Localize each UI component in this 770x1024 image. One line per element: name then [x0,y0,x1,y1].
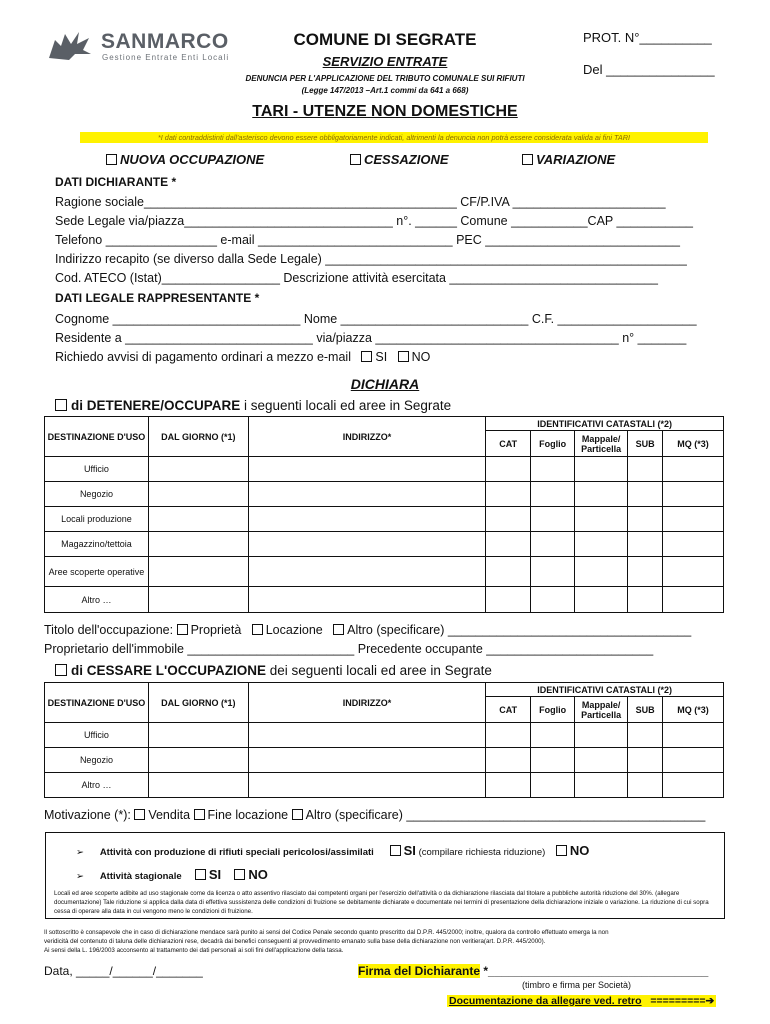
checkbox-detenere[interactable] [55,399,67,411]
motivazione-line: Motivazione (*): Vendita Fine locazione Altro (specificare) ___________________________________________ [44,808,706,822]
logo-name: SANMARCO [101,30,229,53]
option-cessazione[interactable]: CESSAZIONE [350,152,449,167]
col-mq: MQ (*3) [663,697,724,723]
checkbox-pericolosi-no[interactable] [556,845,567,856]
proprietario-line[interactable]: Proprietario dell'immobile ________________________ Precedente occupante ________________________ [44,642,654,656]
stagionale-note: Locali ed aree scoperte adibite ad uso stagionale come da licenza o atto assentivo rilasciato dai competenti organi per l'esercizio dell'attività o da dichiarazione rilasciata dal titolare a pubbliche autorità riduzione del 30%. (allegare documentazione) Tale riduzione si applica dalla data di effettiva sussistenza delle condizioni di fruizione se debitamente dichiarate e documentate nei termini di presentazione della dichiarazione iniziale o variazione. La riduzione di cui sopra cessa di operare alla data in cui vengono meno le condizioni di fruizione. [54,890,709,915]
ateco-line[interactable]: Cod. ATECO (Istat)_________________ Descrizione attività esercitata ______________________________ [55,271,658,285]
table-row: Altro … [45,587,724,613]
col-foglio: Foglio [531,697,575,723]
pericolosi-row: ➢ Attività con produzione di rifiuti speciali pericolosi/assimilati SI (compilare richiesta riduzione) NO [76,843,590,858]
ragione-sociale-line[interactable]: Ragione sociale_____________________________________________ CF/P.IVA ______________________ [55,195,666,209]
detenere-table [44,416,724,613]
checkbox-stagionale-no[interactable] [234,869,245,880]
checkbox-icon[interactable] [522,154,533,165]
table-row: Magazzino/tettoia [45,532,724,557]
col-destinazione: DESTINAZIONE D'USO [45,683,149,723]
legale-heading: DATI LEGALE RAPPRESENTANTE * [55,291,260,305]
col-mq: MQ (*3) [663,431,724,457]
disclaimer: Il sottoscritto è consapevole che in caso di dichiarazione mendace sarà punito ai sensi del Codice Penale secondo quanto prescritto dal D.P.R. 445/2000; inoltre, qualora da controllo effettuato emerga la non veridicità del contenuto di taluna delle dichiarazioni rese, decadrà dai benefici conseguenti al provvedimento emanato sulla base della dichiarazione non veritiera(art. D.P.R. 445/2000). Ai sensi della L. 196/2003 acconsento al trattamento dei dati personali ai soli fini dell'applicazione della tassa. [44,929,609,954]
table-row: Ufficio [45,457,724,482]
servizio-title: SERVIZIO ENTRATE [322,54,448,69]
table-row: Locali produzione [45,507,724,532]
option-nuova-occupazione[interactable]: NUOVA OCCUPAZIONE [106,152,264,167]
col-catastali: IDENTIFICATIVI CATASTALI (*2) [486,417,724,431]
dichiarante-heading: DATI DICHIARANTE * [55,175,177,189]
table-row: Altro … [45,773,724,798]
checkbox-pericolosi-si[interactable] [390,845,401,856]
col-indirizzo: INDIRIZZO* [248,683,486,723]
checkbox-motivazione-altro[interactable] [292,809,303,820]
cognome-line[interactable]: Cognome ___________________________ Nome ___________________________ C.F. ____________________ [55,312,697,326]
avvisi-line: Richiedo avvisi di pagamento ordinari a mezzo e-mail SI NO [55,350,431,364]
titolo-line: Titolo dell'occupazione: Proprietà Locazione Altro (specificare) ___________________________________ [44,623,692,637]
col-destinazione: DESTINAZIONE D'USO [45,417,149,457]
checkbox-icon[interactable] [350,154,361,165]
legge-subtitle: (Legge 147/2013 –Art.1 commi da 641 a 668) [301,86,469,95]
checkbox-si[interactable] [361,351,372,362]
detenere-heading: di DETENERE/OCCUPARE i seguenti locali ed aree in Segrate [55,398,451,413]
checkbox-proprieta[interactable] [177,624,188,635]
checkbox-altro[interactable] [333,624,344,635]
col-catastali: IDENTIFICATIVI CATASTALI (*2) [486,683,724,697]
telefono-line[interactable]: Telefono ________________ e-mail ____________________________ PEC ____________________________ [55,233,680,247]
denuncia-subtitle: DENUNCIA PER L'APPLICAZIONE DEL TRIBUTO COMUNALE SUI RIFIUTI [245,74,525,83]
option-variazione[interactable]: VARIAZIONE [522,152,615,167]
comune-title: COMUNE DI SEGRATE [293,30,477,49]
firma-field[interactable]: *_________________________________ [480,964,709,978]
residente-line[interactable]: Residente a ___________________________ via/piazza ___________________________________ n° _______ [55,331,687,345]
col-foglio: Foglio [531,431,575,457]
dichiara-heading: DICHIARA [350,376,420,392]
col-mappale: Mappale/ Particella [575,431,628,457]
col-sub: SUB [628,431,663,457]
col-dal-giorno: DAL GIORNO (*1) [148,683,248,723]
prot-field[interactable]: PROT. N°__________ [583,30,712,45]
checkbox-icon[interactable] [106,154,117,165]
col-sub: SUB [628,697,663,723]
firma-row [358,964,708,978]
logo-tagline: Gestione Entrate Enti Locali [102,53,230,62]
del-field[interactable]: Del _______________ [583,62,715,77]
arrow-icon: ➢ [76,847,84,858]
col-dal-giorno: DAL GIORNO (*1) [148,417,248,457]
page-title: TARI - UTENZE NON DOMESTICHE [252,103,518,120]
documentazione-link[interactable]: Documentazione da allegare ved. retro =========➔ [449,995,715,1007]
col-indirizzo: INDIRIZZO* [248,417,486,457]
checkbox-vendita[interactable] [134,809,145,820]
checkbox-stagionale-si[interactable] [195,869,206,880]
checkbox-cessare[interactable] [55,664,67,676]
sede-legale-line[interactable]: Sede Legale via/piazza______________________________ n°. ______ Comune ___________CAP ___________ [55,214,693,228]
table-row: Aree scoperte operative [45,557,724,587]
timbro-note: (timbro e firma per Società) [522,980,632,990]
indirizzo-recapito-line[interactable]: Indirizzo recapito (se diverso dalla Sede Legale) ____________________________________________________ [55,252,687,266]
data-field[interactable]: Data, _____/______/_______ [44,964,203,978]
col-cat: CAT [486,697,531,723]
checkbox-fine-locazione[interactable] [194,809,205,820]
cessare-table [44,682,724,798]
mandatory-notice: *I dati contraddistinti dall'asterisco devono essere obbligatoriamente indicati, altrimenti la denuncia non potrà essere considerata valida ai fini TARI [80,132,708,143]
cessare-heading: di CESSARE L'OCCUPAZIONE dei seguenti locali ed aree in Segrate [55,663,492,678]
col-cat: CAT [486,431,531,457]
table-row: Negozio [45,482,724,507]
col-mappale: Mappale/ Particella [575,697,628,723]
avvisi-label: Richiedo avvisi di pagamento ordinari a mezzo e-mail [55,350,351,364]
firma-label: Firma del Dichiarante [358,964,481,978]
stagionale-row: ➢ Attività stagionale SI NO [76,867,268,882]
table-row: Ufficio [45,723,724,748]
arrow-icon: ➢ [76,871,84,882]
table-row: Negozio [45,748,724,773]
arrow-right-icon: =========➔ [650,995,715,1007]
riduzioni-box [45,832,725,919]
checkbox-no[interactable] [398,351,409,362]
checkbox-locazione[interactable] [252,624,263,635]
